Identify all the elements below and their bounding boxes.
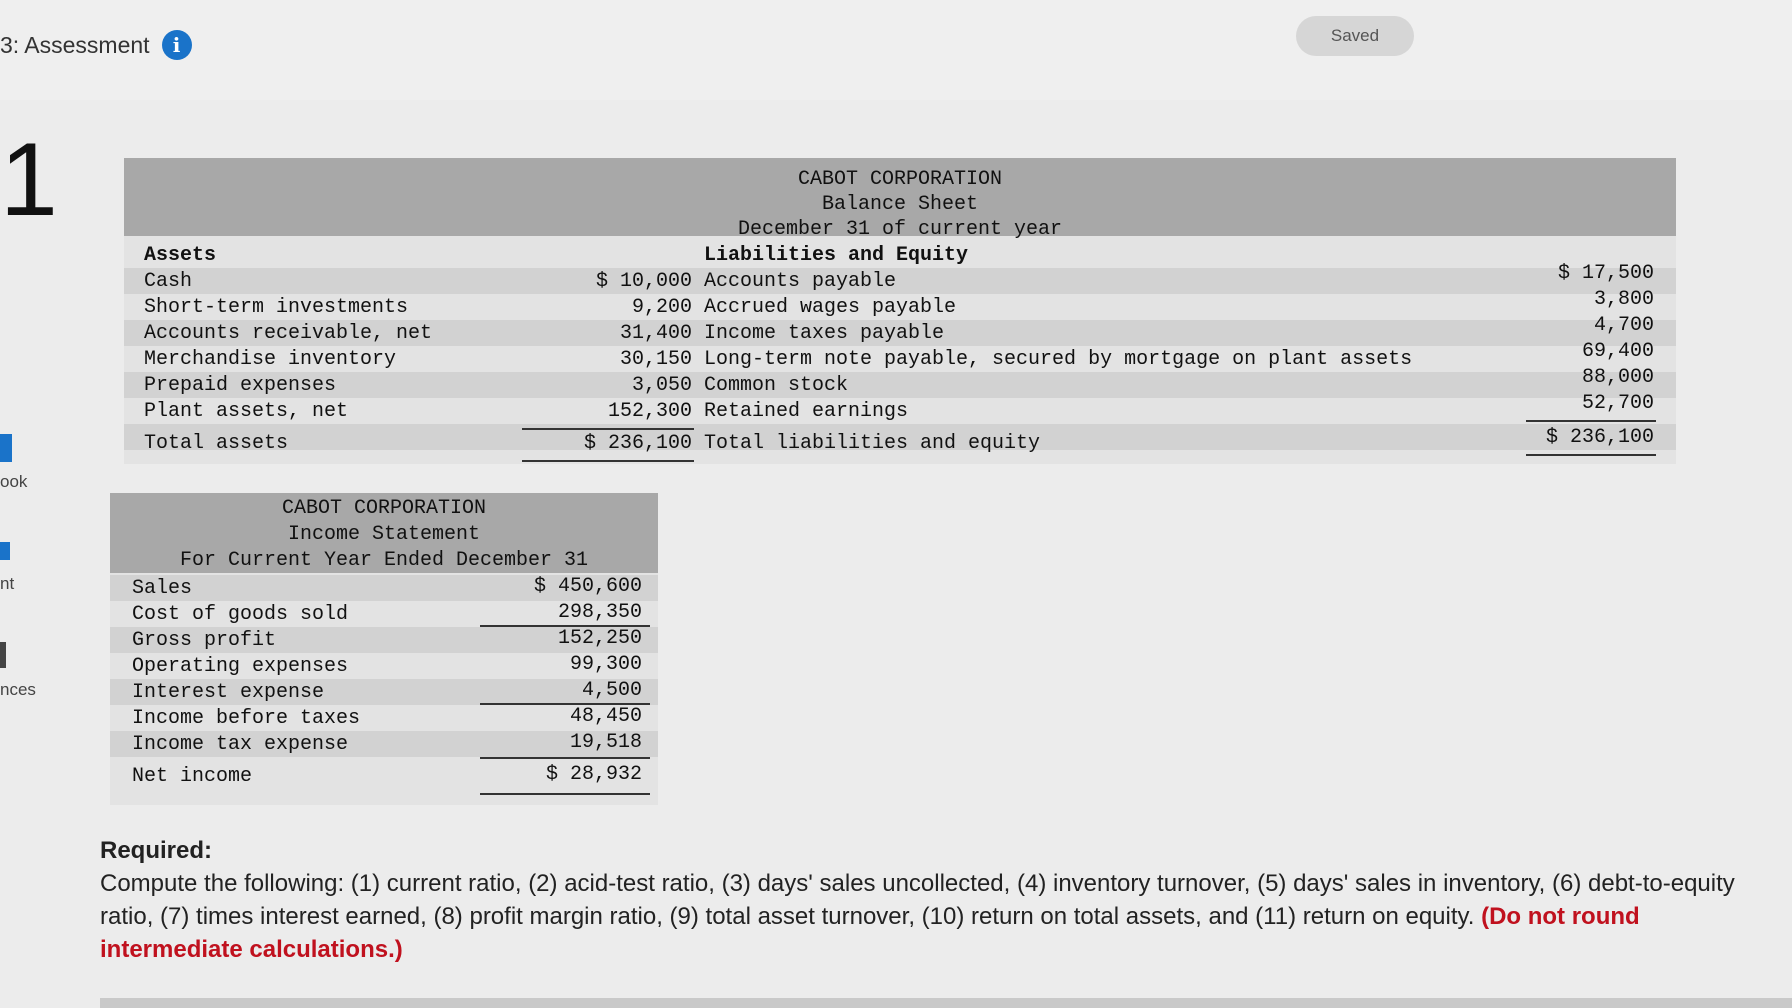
total-rule	[480, 793, 650, 795]
asset-label: Plant assets, net	[144, 400, 349, 423]
income-statement-header	[110, 493, 658, 573]
net-income-value: $ 28,932	[545, 763, 642, 786]
liability-label: Accounts payable	[704, 270, 897, 293]
income-statement-table	[110, 493, 658, 805]
is-company: CABOT CORPORATION	[281, 497, 487, 520]
liability-label: Common stock	[704, 374, 849, 397]
required-label: Required:	[100, 837, 213, 864]
bs-title: Balance Sheet	[821, 193, 979, 216]
info-icon[interactable]: i	[162, 30, 192, 60]
question-number: 1	[0, 122, 58, 238]
is-row-value: 19,518	[569, 731, 642, 754]
asset-label: Cash	[144, 270, 193, 293]
balance-sheet-table	[124, 158, 1676, 464]
total-liabilities-value: $ 236,100	[1545, 426, 1654, 449]
liability-label: Accrued wages payable	[704, 296, 957, 319]
is-row-value: 48,450	[569, 705, 642, 728]
sidebar-item-references[interactable]: nces	[0, 680, 36, 699]
asset-value: 30,150	[619, 348, 692, 371]
assessment-title-text: 3: Assessment	[0, 31, 150, 58]
bs-company: CABOT CORPORATION	[797, 168, 1003, 191]
is-row-label: Gross profit	[132, 629, 277, 652]
assessment-title	[0, 30, 192, 60]
liability-label: Retained earnings	[704, 400, 909, 423]
is-row-label: Operating expenses	[132, 655, 349, 678]
top-bar	[0, 0, 1792, 100]
asset-label: Short-term investments	[144, 296, 409, 319]
asset-value: $ 10,000	[595, 270, 692, 293]
bottom-divider	[100, 998, 1792, 1008]
is-row-value: 152,250	[557, 627, 642, 650]
is-row-value: 99,300	[569, 653, 642, 676]
required-text: Compute the following: (1) current ratio, (2) acid-test ratio, (3) days' sales uncollected, (4) inventory turnover, (5) days' sales in inventory, (6) debt-to-equity ratio, (7) times interest earned, (8) profit margin ratio, (9) total asset turnover, (10) return on total assets, and (11) return on equity.	[100, 870, 1735, 930]
asset-label: Accounts receivable, net	[144, 322, 433, 345]
asset-value: 152,300	[607, 400, 692, 423]
is-title: Income Statement	[287, 523, 481, 546]
asset-value: 9,200	[631, 296, 692, 319]
is-row-value: $ 450,600	[533, 575, 642, 598]
is-row-value: 4,500	[581, 679, 642, 702]
asset-label: Prepaid expenses	[144, 374, 337, 397]
subtotal-rule	[1526, 420, 1656, 422]
sidebar-item-print[interactable]: nt	[0, 574, 15, 593]
liability-value: 3,800	[1593, 288, 1654, 311]
liability-value: 52,700	[1581, 392, 1654, 415]
asset-value: 3,050	[631, 374, 692, 397]
is-row-label: Income before taxes	[132, 707, 361, 730]
total-assets-value: $ 236,100	[583, 432, 692, 455]
is-row-label: Income tax expense	[132, 733, 349, 756]
liability-label: Income taxes payable	[704, 322, 945, 345]
sidebar-item-ebook[interactable]: ook	[0, 472, 28, 491]
is-period: For Current Year Ended December 31	[179, 549, 589, 572]
required-instructions	[100, 834, 1740, 966]
is-row-value: 298,350	[557, 601, 642, 624]
assets-heading: Assets	[144, 244, 217, 267]
liabilities-heading: Liabilities and Equity	[704, 244, 969, 267]
liability-label: Long-term note payable, secured by mortgage on plant assets	[704, 348, 1413, 371]
ebook-icon[interactable]	[0, 434, 12, 462]
asset-label: Merchandise inventory	[144, 348, 397, 371]
liability-value: 88,000	[1581, 366, 1654, 389]
is-row-label: Interest expense	[132, 681, 325, 704]
is-row-label: Sales	[132, 577, 193, 600]
saved-status-badge: Saved	[1296, 16, 1414, 56]
total-assets-label: Total assets	[144, 432, 289, 455]
total-liabilities-label: Total liabilities and equity	[704, 432, 1041, 455]
is-row-label: Cost of goods sold	[132, 603, 349, 626]
subtotal-rule	[522, 428, 694, 430]
liability-value: $ 17,500	[1557, 262, 1654, 285]
subtotal-rule	[480, 757, 650, 759]
bs-date: December 31 of current year	[737, 218, 1063, 241]
total-rule	[522, 460, 694, 462]
total-rule	[1526, 454, 1656, 456]
sidebar	[0, 420, 70, 740]
asset-value: 31,400	[619, 322, 692, 345]
references-icon[interactable]	[0, 642, 6, 668]
net-income-label: Net income	[132, 765, 253, 788]
liability-value: 4,700	[1593, 314, 1654, 337]
rounding-note: (Do not round intermediate calculations.)	[100, 903, 1640, 963]
liability-value: 69,400	[1581, 340, 1654, 363]
print-icon[interactable]	[0, 542, 10, 560]
